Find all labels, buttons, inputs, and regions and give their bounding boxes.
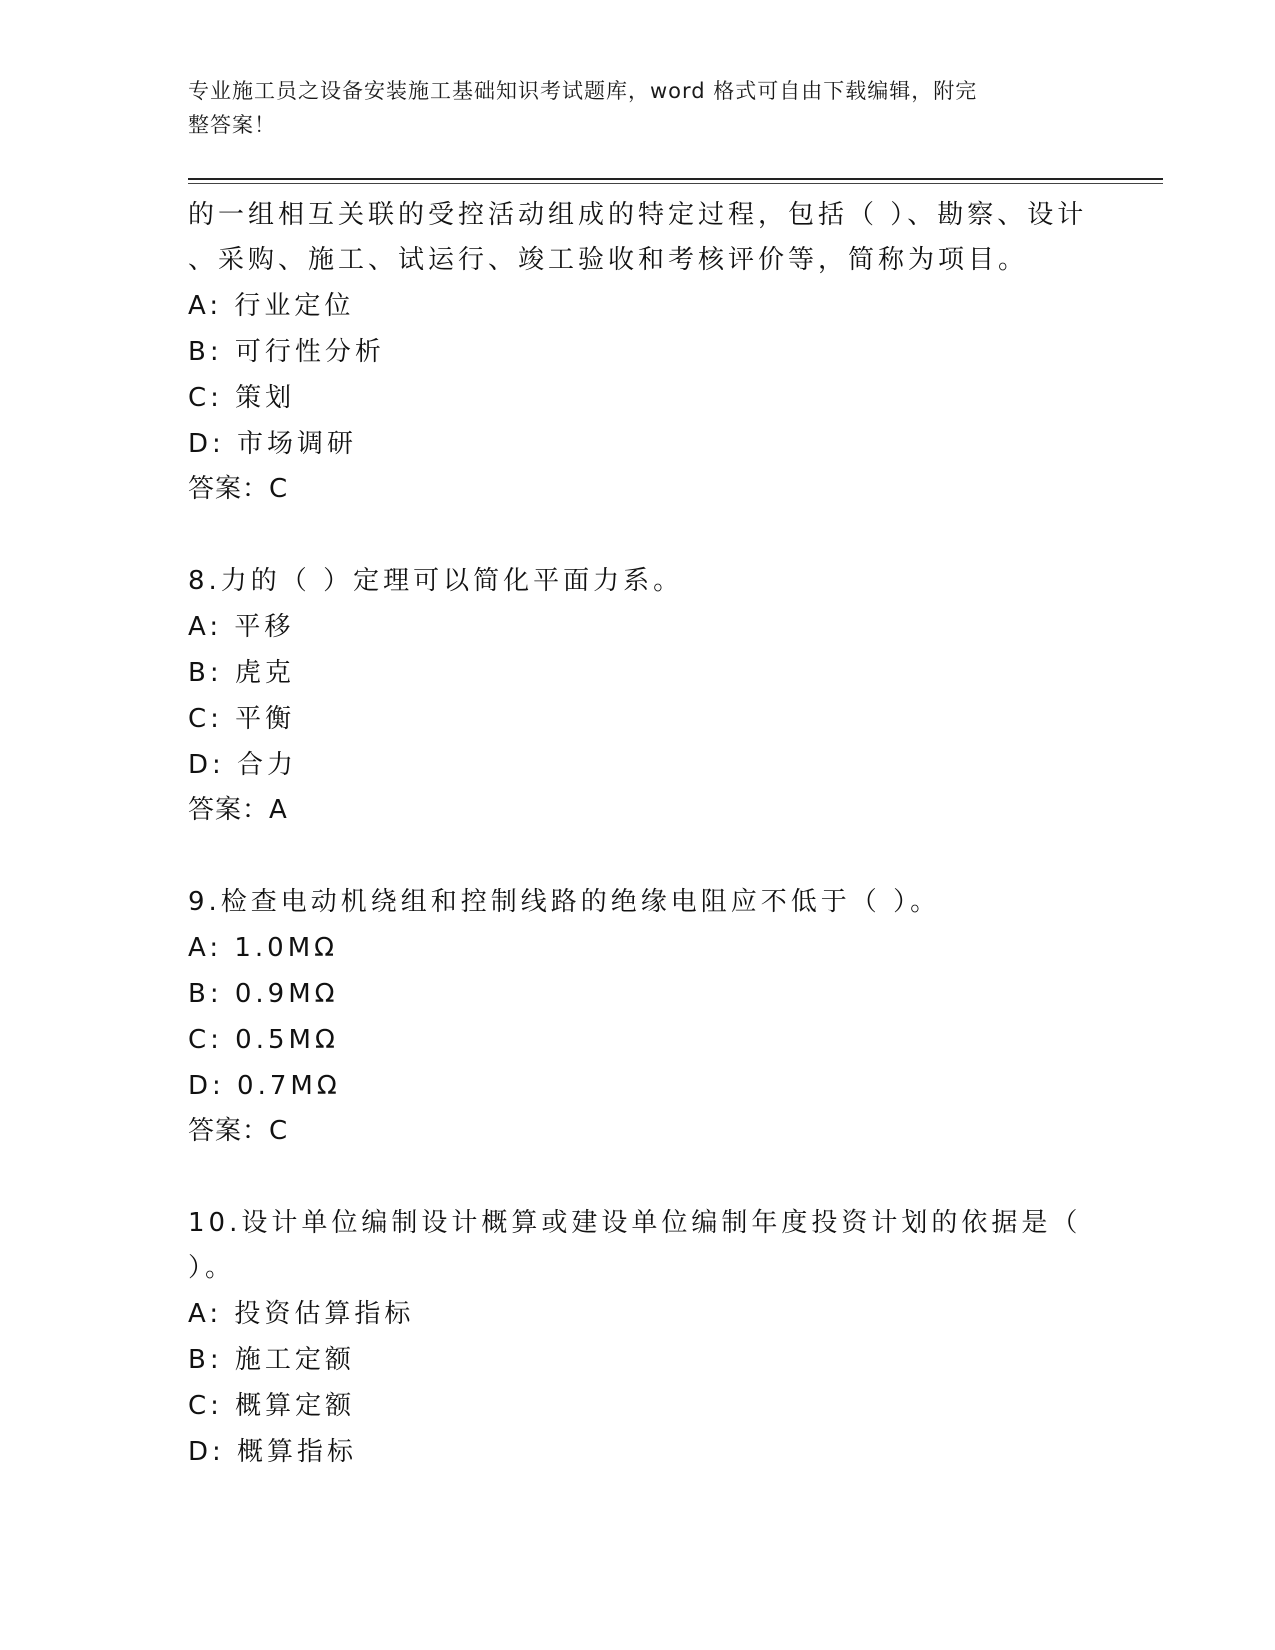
option-a: A: 平移	[188, 612, 295, 642]
question-list	[188, 191, 1088, 1475]
option-c: C: 概算定额	[188, 1391, 356, 1421]
option-d: D: 合力	[188, 750, 298, 780]
option-b: B: 可行性分析	[188, 337, 385, 367]
option-d: D: 市场调研	[188, 429, 358, 459]
option-b: B: 施工定额	[188, 1345, 355, 1375]
option-d: D: 概算指标	[188, 1437, 358, 1467]
question-text-line: 、采购、施工、试运行、竣工验收和考核评价等，简称为项目。	[188, 245, 1029, 275]
question-text-line: 的一组相互关联的受控活动组成的特定过程，包括（ ）、勘察、设计	[188, 200, 1088, 230]
question-text-line: 9.检查电动机绕组和控制线路的绝缘电阻应不低于（ ）。	[188, 887, 941, 917]
option-a: A: 行业定位	[188, 291, 355, 321]
option-d: D: 0.7MΩ	[188, 1071, 341, 1101]
option-a: A: 投资估算指标	[188, 1299, 415, 1329]
answer-line: 答案：C	[188, 1116, 289, 1146]
question-text-line: 8.力的（ ）定理可以简化平面力系。	[188, 566, 684, 596]
option-b: B: 0.9MΩ	[188, 979, 339, 1009]
header-line-2: 整答案！	[188, 113, 276, 137]
question-block	[188, 559, 1088, 833]
question-text-line: 10.设计单位编制设计概算或建设单位编制年度投资计划的依据是（	[188, 1208, 1082, 1238]
header-divider	[188, 178, 1163, 180]
option-c: C: 策划	[188, 383, 296, 413]
question-block	[188, 193, 1088, 512]
spacer	[188, 512, 1088, 559]
answer-line: 答案：A	[188, 795, 288, 825]
question-block	[188, 1201, 1088, 1475]
answer-line: 答案：C	[188, 474, 289, 504]
option-b: B: 虎克	[188, 658, 295, 688]
spacer	[188, 1154, 1088, 1201]
option-a: A: 1.0MΩ	[188, 933, 339, 963]
header-divider-thin	[188, 183, 1163, 184]
option-c: C: 0.5MΩ	[188, 1025, 339, 1055]
header-line-1: 专业施工员之设备安装施工基础知识考试题库，word 格式可自由下载编辑，附完	[188, 79, 978, 103]
document-header	[188, 74, 1068, 142]
question-text-line: ）。	[188, 1253, 236, 1283]
option-c: C: 平衡	[188, 704, 296, 734]
spacer	[188, 833, 1088, 880]
question-block	[188, 880, 1088, 1154]
